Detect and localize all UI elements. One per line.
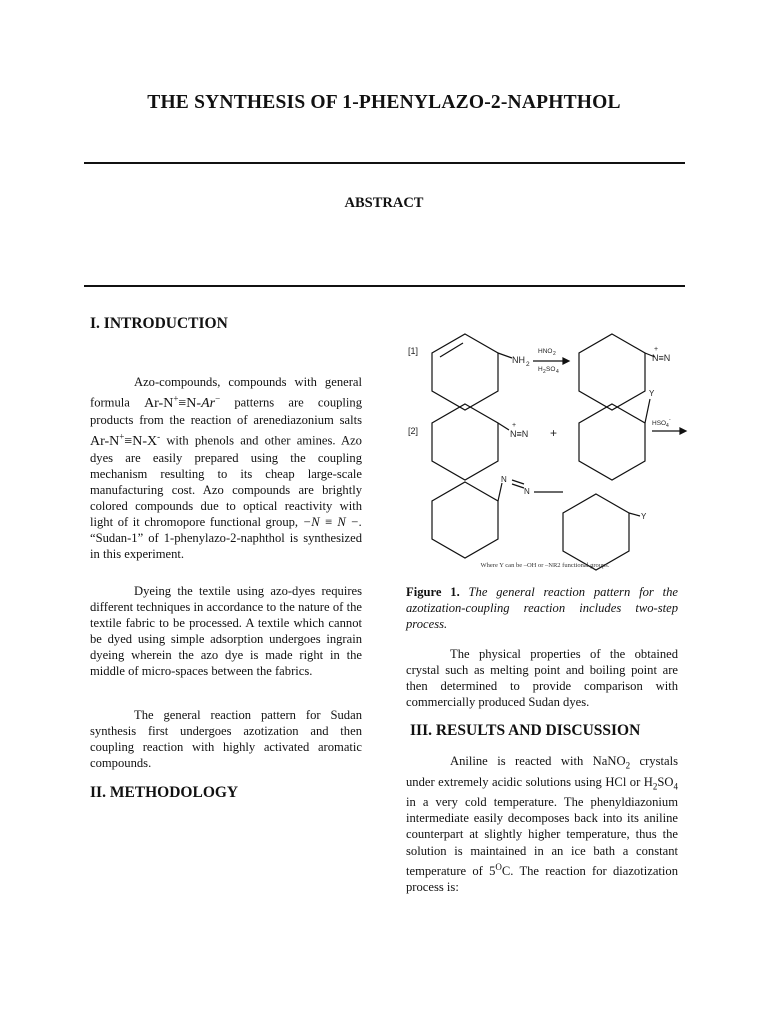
caption-text: The general reaction pattern for the azotization-coupling reaction includes two-step process.: [406, 585, 678, 632]
results-paragraph: [406, 753, 678, 895]
benzene-ring-coupler: [579, 404, 645, 480]
y-label-azo: Y: [641, 512, 647, 521]
intro-paragraph-3: [90, 707, 362, 771]
intro-paragraph-1: [90, 374, 362, 562]
figure-caption: [406, 584, 678, 632]
intro-p1-a: Azo-compounds, compounds with general formula: [90, 375, 362, 410]
nh2-sub: 2: [526, 361, 530, 368]
results-a-sub: 2: [625, 760, 631, 771]
abstract-rule: [84, 285, 685, 287]
benzene-ring-azo-left: [432, 482, 498, 558]
intro-p1-d: “Sudan-1” of 1-phenylazo-2-naphthol is synthesized in this experiment.: [90, 531, 362, 562]
paper-title: THE SYNTHESIS OF 1-PHENYLAZO-2-NAPHTHOL: [147, 92, 621, 113]
formula-2a: Ar-N: [90, 433, 120, 449]
hso4-sub: 4: [666, 423, 669, 429]
results-b-sub: 2: [652, 781, 658, 792]
reagent-hno2-sub: 2: [553, 351, 556, 357]
results-degree: O: [495, 861, 502, 872]
diazonium-label-1: N≡N: [652, 353, 671, 363]
azo-n2: N: [524, 487, 530, 496]
formula-general: Ar-N+≡N-Ar−: [144, 393, 221, 411]
formula-2b: ≡N-X: [124, 433, 158, 449]
physical-text: The physical properties of the obtained crystal such as melting point and boiling point are then determined to provide comparison with commercially produced Sudan dyes.: [406, 647, 678, 710]
y-label-coupler: Y: [649, 389, 655, 398]
scheme-label-2: [2]: [408, 426, 419, 436]
results-b: crystals under extremely acidic solutions using HCl or H: [406, 754, 678, 789]
figure-note: Where Y can be –OH or –NR2 functional groups.: [480, 562, 610, 569]
reaction-scheme-svg: [400, 330, 690, 575]
intro-p1-b: patterns are coupling products from the reaction of arenediazonium salts: [90, 395, 363, 427]
formula-1c: Ar: [201, 395, 216, 411]
benzene-ring-azo-right: [563, 494, 629, 570]
intro-p1-c: with phenols and other amines. Azo dyes are easily prepared using the coupling mechanism resulting to its cheap large-scale manufacturing cost. Azo compounds are brightly colored compounds due to optical reactivity with light of it chromopore functional group,: [90, 433, 362, 530]
reagent-h2so4-sub: 2: [543, 369, 546, 375]
formula-1b: ≡N-: [178, 395, 202, 411]
reagent-h2so4-h: H: [538, 366, 543, 373]
hso4-label: HSO: [652, 420, 667, 427]
introduction-heading: I. INTRODUCTION: [90, 315, 228, 332]
results-heading: III. RESULTS AND DISCUSSION: [410, 722, 641, 739]
abstract-heading: ABSTRACT: [344, 195, 424, 211]
formula-salt: Ar-N+≡N-X-: [90, 430, 161, 449]
results-e: C. The reaction for diazotization process is:: [406, 863, 678, 894]
formula-1a: Ar-N: [144, 395, 174, 411]
reagent-hno2: HNO: [538, 348, 553, 355]
diazonium-charge-1: +: [654, 346, 659, 353]
methodology-heading: II. METHODOLOGY: [90, 784, 239, 801]
azo-n1: N: [501, 475, 507, 484]
diazonium-charge-2: +: [512, 422, 517, 429]
intro-paragraph-2: [90, 583, 362, 680]
benzene-ring-diazonium-1: [579, 334, 645, 410]
results-c: SO: [657, 774, 674, 789]
aniline-inner-bond: [440, 343, 463, 357]
scheme-label-1: [1]: [408, 346, 419, 356]
top-rule: [84, 162, 685, 164]
results-d: in a very cold temperature. The phenyldiazonium intermediate easily decomposes back into its aniline counterpart at slightly higher temperature, thus the solution is maintained in an ice bath a constant temperature of 5: [406, 795, 678, 878]
benzene-ring-diazonium-2: [432, 404, 498, 480]
reagent-h2so4-tail-sub: 4: [556, 369, 559, 375]
benzene-ring-aniline: [432, 334, 498, 410]
diazonium-label-2: N≡N: [510, 429, 529, 439]
caption-label: Figure 1.: [406, 585, 460, 599]
results-c-sub: 4: [673, 781, 678, 792]
plus-sign: +: [550, 426, 558, 440]
nh2-label: NH: [512, 355, 525, 365]
reagent-h2so4-tail: SO: [546, 366, 556, 373]
results-a: Aniline is reacted with NaNO: [450, 754, 626, 768]
physical-properties-paragraph: [406, 646, 678, 710]
hso4-sup: -: [669, 417, 671, 423]
formula-chromophore: −N ≡ N −.: [302, 515, 363, 530]
intro-p2-text: Dyeing the textile using azo-dyes requires different techniques in accordance to the nature of the textile fabric to be processed. A textile which cannot be dyed using simple adsorption undergoes ingrain dyeing wherein the azo dye is made right in the middle of micro-spaces between the fabrics.: [90, 584, 362, 679]
reaction-figure: [400, 330, 690, 575]
intro-p3-text: The general reaction pattern for Sudan synthesis first undergoes azotization and then coupling reaction with highly activated aromatic compounds.: [90, 708, 362, 771]
